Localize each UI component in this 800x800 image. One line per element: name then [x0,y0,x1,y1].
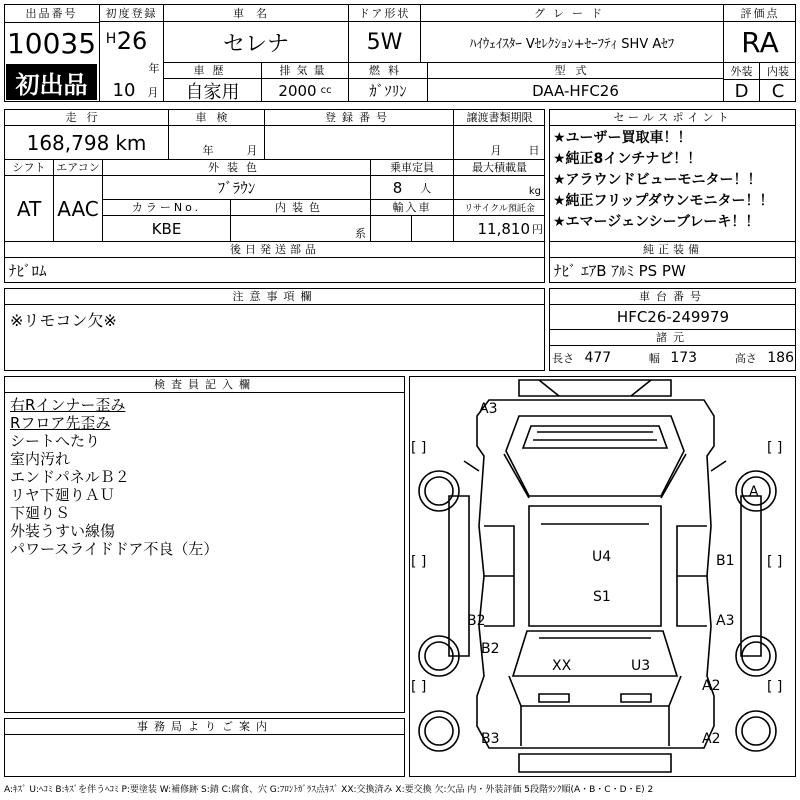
transfer-month-unit: 月 [490,144,502,157]
recycle-label: リサイクル預託金 [464,203,535,214]
legend: A:ｷｽﾞ U:ﾍｺﾐ B:ｷｽﾞを伴うﾍｺﾐ P:要塗装 W:補修跡 S:錆 C:腐食、穴 G:ﾌﾛﾝﾄｶﾞﾗｽ点ｷｽﾞ XX:交換済み X:要交換 欠:欠品 内・外装評価 5段階ﾗﾝｸ順(A・B・C・D・E) 2 [4,784,654,795]
bracket-marker: [ ] [767,440,783,456]
mileage-unit: km [115,130,147,155]
first-reg-month: 10 [112,80,136,100]
door-label: ドア形状 [358,6,411,20]
length-label: 長さ [552,352,574,365]
inspector-item: シートへたり [10,432,101,450]
int-grade-label: 内装 [767,64,789,78]
interior-color-unit: 系 [355,227,366,240]
capacity-value: 8 [392,178,403,197]
ac: AAC [57,196,99,221]
equipment: ﾅﾋﾞ ｴｱB ｱﾙﾐ PS PW [554,261,686,280]
model-label: 型式 [554,64,597,77]
displacement-label: 排気量 [279,64,331,77]
grade: ﾊｲｳｪｲｽﾀｰ Vｾﾚｸｼｮﾝ+ｾｰﾌﾃｨ SHV Aｾﾌ [469,36,675,52]
height [735,350,794,366]
era: H [105,31,117,47]
damage-mark: A3 [479,401,498,417]
transfer-deadline-label: 譲渡書類期限 [466,111,533,124]
dims-row [552,346,794,370]
car-name: セレナ [222,31,289,57]
width-label: 幅 [648,352,660,365]
mileage [5,126,168,159]
damage-mark: S1 [593,589,611,605]
damage-mark: B2 [481,641,500,657]
first-reg-year: 26 [116,27,148,55]
bracket-marker: [ ] [411,679,427,695]
sales-point-item: ★ユーザー買取車！！ [553,130,692,146]
inspector-item: 室内汚れ [10,450,71,468]
office-label: 事務局よりご案内 [137,720,273,733]
bracket-marker: [ ] [767,554,783,570]
sales-point-item: ★アラウンドビューモニター！！ [553,172,762,188]
damage-mark: XX [552,658,572,674]
damage-mark: U3 [631,658,651,674]
inspector-label: 検査員記入欄 [154,378,256,391]
damage-mark: A2 [702,678,721,694]
year-unit: 年 [148,62,160,75]
mileage-label: 走行 [65,111,108,124]
width-value: 173 [670,350,698,366]
damage-mark: B3 [481,731,500,747]
first-listing-badge: 初出品 [6,64,97,100]
transfer-day-unit: 日 [528,144,540,157]
mileage-value: 168,798 [26,130,110,155]
score: RA [741,25,779,59]
regno-label: 登録番号 [325,111,393,124]
first-reg-label: 初度登録 [105,6,158,20]
color-no-label: カラーNo. [131,201,202,214]
inspector-item: 下廻りＳ [10,504,71,522]
notes: ※リモコン欠※ [10,310,117,330]
capacity-unit: 人 [420,181,432,195]
shift: AT [16,196,42,221]
later-parts: ﾅﾋﾞﾛﾑ [9,261,47,280]
equipment-label: 純正装備 [643,243,703,256]
month-unit: 月 [147,86,159,99]
capacity-label: 乗車定員 [390,161,434,174]
recycle [454,216,545,241]
width [649,350,697,366]
car-damage-diagram [409,376,796,777]
inspector-item: 右Rインナー歪み [10,396,126,414]
damage-mark: U4 [592,549,612,565]
history: 自家用 [185,81,240,102]
damage-mark: A2 [702,731,721,747]
int-grade: C [771,80,785,102]
score-label: 評価点 [740,6,780,20]
damage-mark: A [749,484,759,500]
sales-point-item: ★純正フリップダウンモニター！！ [553,193,774,209]
sales-points-list [553,128,795,233]
inspector-item: エンドパネルＢ２ [10,468,130,486]
sales-points-label: セールスポイント [613,111,733,124]
lot-number: 10035 [6,26,97,60]
chassis-label: 車台番号 [639,290,707,303]
length [552,350,611,366]
dims-label: 諸元 [656,331,690,344]
recycle-value: 11,810 [477,219,530,238]
door-type: 5W [366,29,403,55]
notes-label: 注意事項欄 [232,290,318,303]
model: DAA-HFC26 [532,81,619,100]
interior-color-label: 内装色 [275,201,326,214]
length-value: 477 [584,350,612,366]
color-label: 外装色 [208,161,265,174]
displacement-value: 2000 [278,81,317,100]
load-label: 最大積載量 [472,161,527,174]
inspector-item: 外装うすい線傷 [10,522,116,540]
recycle-unit: 円 [532,222,543,236]
damage-mark: B1 [716,553,735,569]
damage-mark: B2 [467,613,486,629]
bracket-marker: [ ] [411,554,427,570]
shift-label: シフト [12,161,46,174]
height-label: 高さ [734,352,757,365]
color-no: KBE [151,219,182,238]
ext-grade-label: 外装 [730,64,753,78]
inspector-list [10,396,400,558]
bracket-marker: [ ] [767,679,783,695]
body-color: ﾌﾞﾗｳﾝ [217,179,256,197]
inspector-item: パワースライドドア不良（左） [10,540,219,558]
inspection-label: 車検 [195,111,238,124]
fuel: ｶﾞｿﾘﾝ [369,82,407,100]
inspector-item: Rフロア先歪み [10,414,111,432]
displacement [262,79,348,102]
ext-grade: D [734,80,749,102]
load-unit: kg [528,186,541,197]
height-value: 186 [767,350,794,366]
later-parts-label: 後日発送部品 [230,243,320,256]
fuel-label: 燃料 [369,64,407,77]
inspection-year-unit: 年 [202,144,214,157]
inspection-month-unit: 月 [246,144,258,157]
ac-label: エアコン [56,161,100,174]
damage-mark: A3 [716,613,735,629]
car-name-label: 車名 [233,6,279,20]
grade-label: グレード [534,6,610,20]
chassis-number: HFC26-249979 [616,308,730,326]
import-label: 輸入車 [392,201,432,214]
lot-label: 出品番号 [25,7,78,20]
sales-point-item: ★純正8インチナビ！！ [553,151,702,167]
sales-point-item: ★エマージェンシーブレーキ！！ [553,214,760,230]
capacity [371,176,453,199]
displacement-unit: cc [320,85,332,96]
history-label: 車歴 [193,64,232,77]
inspector-item: リヤ下廻りＡＵ [10,486,115,504]
bracket-marker: [ ] [411,440,427,456]
